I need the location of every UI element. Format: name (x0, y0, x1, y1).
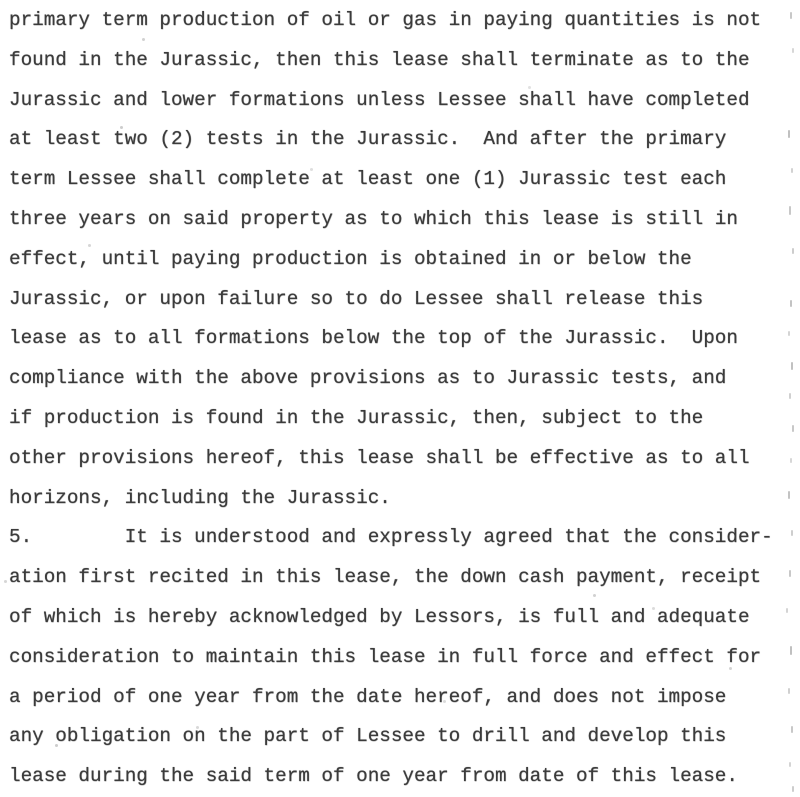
document-line: effect, until paying production is obtained in or below the (9, 247, 692, 270)
scan-edge-mark (792, 425, 794, 432)
scan-edge-mark (790, 300, 792, 307)
paper-speckle (88, 244, 91, 247)
scan-edge-mark (791, 168, 793, 173)
paper-speckle (252, 338, 255, 341)
document-line: other provisions hereof, this lease shall be effective as to all (9, 446, 750, 469)
paper-speckle (729, 667, 732, 670)
scan-edge-mark (790, 458, 792, 463)
document-line: found in the Jurassic, then this lease shall terminate as to the (9, 48, 750, 71)
document-line: three years on said property as to which this lease is still in (9, 207, 738, 230)
paper-speckle (142, 38, 145, 41)
document-line: 5. It is understood and expressly agreed that the consider- (9, 526, 773, 549)
scan-edge-mark (789, 570, 791, 577)
scan-edge-mark (789, 206, 791, 215)
paper-speckle (120, 126, 123, 129)
scan-edge-mark (788, 331, 790, 336)
scan-edge-mark (792, 248, 794, 254)
paper-speckle (593, 594, 596, 597)
scan-edge-mark (790, 12, 792, 19)
document-line: compliance with the above provisions as to Jurassic tests, and (9, 367, 727, 390)
paper-speckle (652, 607, 655, 610)
paper-speckle (443, 700, 446, 703)
scan-edge-mark (789, 393, 791, 399)
scan-edge-mark (788, 688, 790, 694)
document-line: primary term production of oil or gas in paying quantities is not (9, 9, 762, 31)
scan-edge-mark (791, 362, 793, 370)
document-text-block (9, 1, 800, 797)
document-line: horizons, including the Jurassic. (9, 486, 391, 509)
document-line: Jurassic, or upon failure so to do Lessee shall release this (9, 287, 704, 310)
document-line: of which is hereby acknowledged by Lessors, is full and adequate (9, 605, 750, 628)
scan-edge-mark (786, 608, 788, 613)
document-line: term Lessee shall complete at least one (1) Jurassic test each (9, 168, 727, 191)
scan-edge-mark (791, 530, 793, 536)
scan-edge-mark (792, 48, 794, 53)
document-line: lease as to all formations below the top of the Jurassic. Upon (9, 327, 738, 350)
paper-speckle (4, 580, 7, 583)
document-line: Jurassic and lower formations unless Lessee shall have completed (9, 88, 750, 111)
paper-speckle (310, 168, 313, 171)
document-line: a period of one year from the date hereof, and does not impose (9, 685, 727, 708)
paper-speckle (55, 744, 58, 747)
scan-edge-mark (788, 130, 790, 138)
paper-speckle (528, 86, 531, 89)
scan-edge-mark (788, 491, 790, 499)
scan-edge-mark (792, 786, 794, 792)
scan-edge-mark (789, 762, 791, 767)
paper-speckle (196, 726, 199, 729)
scan-edge-mark (790, 646, 792, 655)
document-line: at least two (2) tests in the Jurassic. And after the primary (9, 128, 727, 151)
document-line: if production is found in the Jurassic, then, subject to the (9, 406, 704, 429)
document-line: any obligation on the part of Lessee to drill and develop this (9, 725, 727, 748)
document-line: ation first recited in this lease, the down cash payment, receipt (9, 566, 762, 589)
document-line: lease during the said term of one year from date of this lease. (9, 765, 738, 788)
document-line: consideration to maintain this lease in full force and effect for (9, 645, 762, 668)
scan-edge-mark (791, 726, 793, 733)
